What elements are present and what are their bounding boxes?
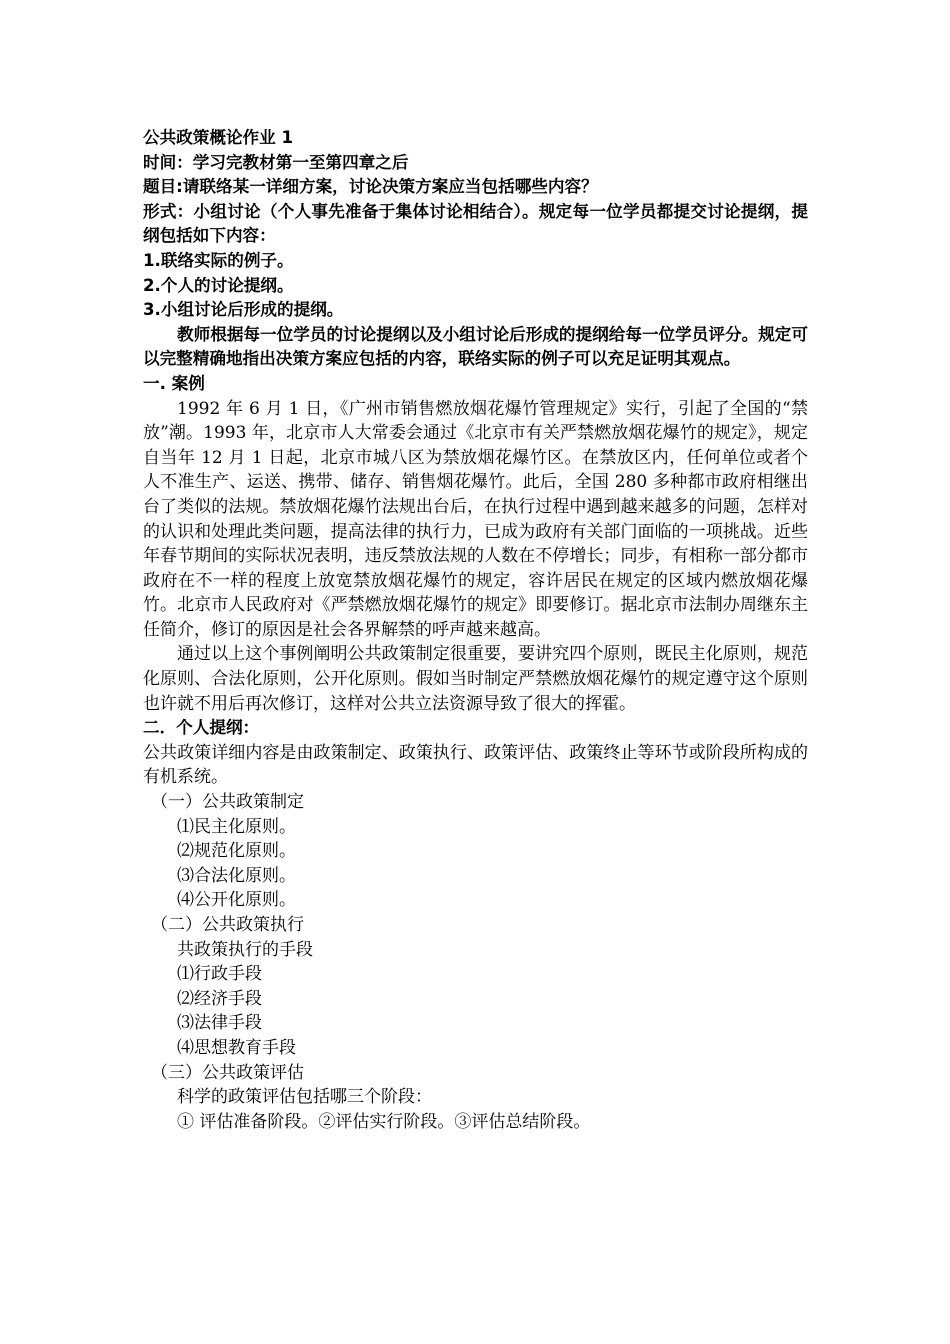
time-line: 时间：学习完教材第一至第四章之后 bbox=[143, 152, 409, 172]
section-2-lead: 共政策执行的手段 bbox=[177, 939, 313, 960]
list-item: ⑶法律手段 bbox=[177, 1013, 262, 1034]
outline-intro: 公共政策详细内容是由政策制定、政策执行、政策评估、政策终止等环节或阶段所构成的有机系统。 bbox=[143, 742, 808, 788]
case-paragraph-2: 通过以上这个事例阐明公共政策制定很重要，要讲究四个原则，既民主化原则，规范化原则、合法化原则，公开化原则。假如当时制定严禁燃放烟花爆竹的规定遵守这个原则也许就不用后再次修订，这样对公共立法资源导致了很大的挥霍。 bbox=[143, 644, 808, 714]
outline-heading: 二．个人提纲： bbox=[143, 718, 260, 738]
requirement-item: 1.联络实际的例子。 bbox=[143, 250, 294, 270]
case-heading: 一. 案例 bbox=[143, 373, 205, 393]
requirement-item: 3.小组讨论后形成的提纲。 bbox=[143, 300, 344, 320]
list-item: ⑷公开化原则。 bbox=[177, 890, 296, 911]
case-paragraph-1: 1992 年 6 月 1 日，《广州市销售燃放烟花爆竹管理规定》实行，引起了全国的“禁放”潮。1993 年，北京市人大常委会通过《北京市有关严禁燃放烟花爆竹的规定》，规定自当年 12 月 1 日起，北京市城八区为禁放烟花爆竹区。在禁放区内，任何单位或者个人不准生产、运送、携带、储存、销售烟花爆竹。此后，全国 280 多种都市政府相继出台了类似的法规。禁放烟花爆竹法规出台后，在执行过程中遇到越来越多的问题，怎样对的认识和处理此类问题，提高法律的执行力，已成为政府有关部门面临的一项挑战。近些年春节期间的实际状况表明，违反禁放法规的人数在不停增长；同步，有相称一部分都市政府在不一样的程度上放宽禁放烟花爆竹的规定，容许居民在规定的区域内燃放烟花爆竹。北京市人民政府对《严禁燃放烟花爆竹的规定》即要修订。据北京市法制办周继东主任简介，修订的原因是社会各界解禁的呼声越来越高。 bbox=[143, 398, 808, 640]
topic-line: 题目:请联络某一详细方案，讨论决策方案应当包括哪些内容？ bbox=[143, 177, 598, 197]
doc-title: 公共政策概论作业 1 bbox=[143, 128, 294, 147]
list-item: ⑶合法化原则。 bbox=[177, 865, 296, 886]
evaluation-stages: ① 评估准备阶段。②评估实行阶段。③评估总结阶段。 bbox=[177, 1111, 591, 1132]
section-3-lead: 科学的政策评估包括哪三个阶段： bbox=[177, 1087, 432, 1108]
section-3-title: （三）公共政策评估 bbox=[151, 1062, 304, 1083]
list-item: ⑴行政手段 bbox=[177, 964, 262, 985]
grading-paragraph: 教师根据每一位学员的讨论提纲以及小组讨论后形成的提纲给每一位学员评分。规定可以完整精确地指出决策方案应包括的内容，联络实际的例子可以充足证明其观点。 bbox=[143, 324, 808, 369]
list-item: ⑷思想教育手段 bbox=[177, 1037, 296, 1058]
list-item: ⑴民主化原则。 bbox=[177, 816, 296, 837]
document-page bbox=[143, 126, 808, 1134]
requirement-item: 2.个人的讨论提纲。 bbox=[143, 275, 294, 295]
section-1-title: （一）公共政策制定 bbox=[151, 792, 304, 813]
section-2-title: （二）公共政策执行 bbox=[151, 915, 304, 935]
form-paragraph: 形式：小组讨论（个人事先准备于集体讨论相结合）。规定每一位学员都提交讨论提纲，提纲包括如下内容： bbox=[143, 201, 808, 246]
list-item: ⑵规范化原则。 bbox=[177, 841, 296, 862]
list-item: ⑵经济手段 bbox=[177, 988, 262, 1009]
